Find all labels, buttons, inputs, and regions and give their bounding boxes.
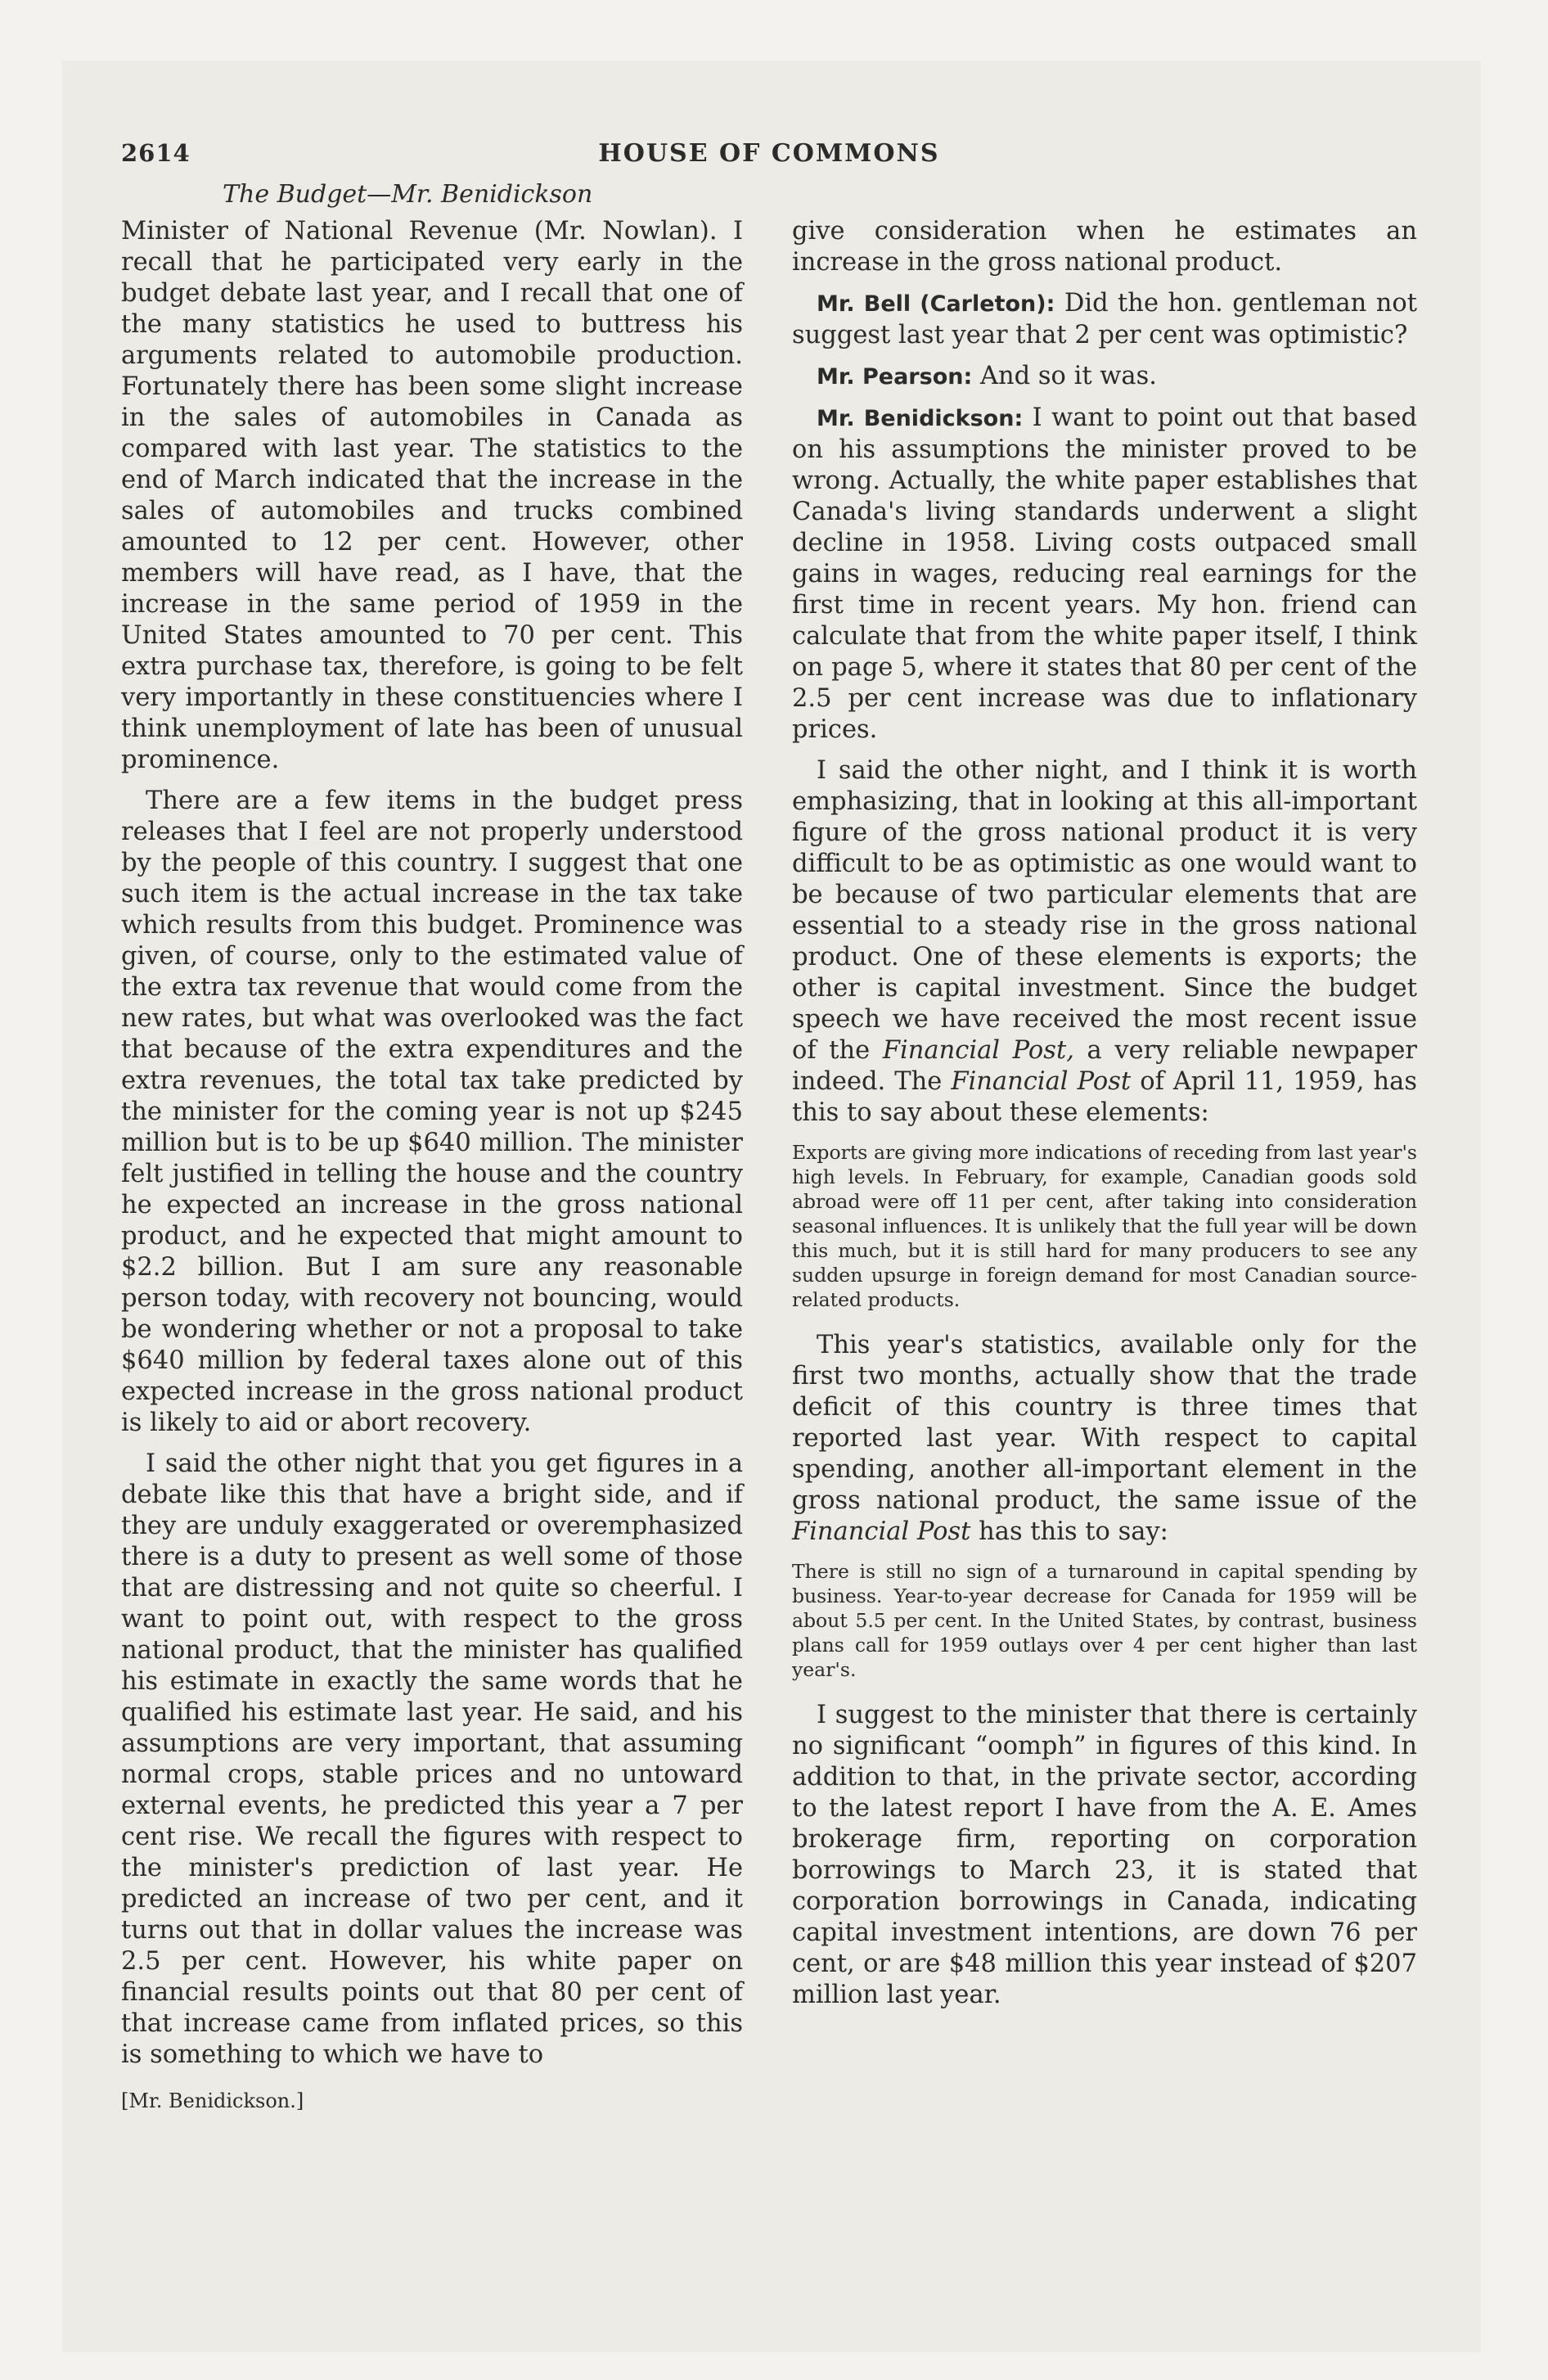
page-number: 2614 xyxy=(121,139,191,167)
speech-text: Did the hon. gentleman not suggest last year that 2 per cent was optimistic? xyxy=(792,289,1417,349)
speaker-name: Mr. Bell (Carleton): xyxy=(817,291,1055,317)
paragraph: I said the other night that you get figures in a debate like this that have a bright side, and if they are unduly exaggerated or overemphasized there is a duty to present as well some of those that are distressing and not quite so cheerful. I want to point out, with respect to the gross national product, that the minister has qualified his estimate in exactly the same words that he qualified his estimate last year. He said, and his assumptions are very important, that assuming normal crops, stable prices and no untoward external events, he predicted this year a 7 per cent rise. We recall the figures with respect to the minister's prediction of last year. He predicted an increase of two per cent, and it turns out that in dollar values the increase was 2.5 per cent. However, his white paper on financial results points out that 80 per cent of that increase came from inflated prices, so this is something to which we have to xyxy=(121,1449,743,2069)
publication-name: Financial Post xyxy=(951,1067,1132,1096)
text-run: has this to say: xyxy=(979,1517,1168,1546)
journal-title: HOUSE OF COMMONS xyxy=(598,139,940,168)
speaker-name: Mr. Pearson: xyxy=(817,364,973,390)
paragraph xyxy=(792,755,1417,1129)
text-run: a very reliable newpaper indeed. The xyxy=(792,1036,1417,1096)
publication-name: Financial Post xyxy=(792,1517,971,1546)
block-quote: Exports are giving more indications of receding from last year's high levels. In February, for example, Canadian goods sold abroad were off 11 per cent, after taking into consideration seasonal influences. It is unlikely that the full year will be down this much, but it is still hard for many producers to see any sudden upsurge in foreign demand for most Canadian source-related products. xyxy=(792,1141,1417,1311)
running-head: The Budget—Mr. Benidickson xyxy=(223,180,593,209)
speech-benidickson xyxy=(792,403,1417,746)
page-header xyxy=(121,139,1417,175)
speaker-name: Mr. Benidickson: xyxy=(817,406,1024,431)
text-run: This year's statistics, available only for the first two months, actually show that the trade deficit of this country is three times that reported last year. With respect to capital spending, another all-important element in the gross national product, the same issue of the xyxy=(792,1331,1417,1515)
publication-name: Financial Post, xyxy=(882,1036,1074,1065)
paragraph: Minister of National Revenue (Mr. Nowlan). I recall that he participated very early in the budget debate last year, and I recall that one of the many statistics he used to buttress his arguments related to automobile production. Fortunately there has been some slight increase in the sales of automobiles in Canada as compared with last year. The statistics to the end of March indicated that the increase in the sales of automobiles and trucks combined amounted to 12 per cent. However, other members will have read, as I have, that the increase in the same period of 1959 in the United States amounted to 70 per cent. This extra purchase tax, therefore, is going to be felt very importantly in these constituencies where I think unemployment of late has been of unusual prominence. xyxy=(121,217,743,774)
block-quote: There is still no sign of a turnaround in capital spending by business. Year-to-year decrease for Canada for 1959 will be about 5.5 per cent. In the United States, by contrast, business plans call for 1959 outlays over 4 per cent higher than last year's. xyxy=(792,1560,1417,1681)
speech-text: And so it was. xyxy=(979,362,1157,390)
speaker-footnote: [Mr. Benidickson.] xyxy=(121,2089,304,2112)
paragraph: I suggest to the minister that there is certainly no significant “oomph” in figures of this kind. In addition to that, in the private sector, according to the latest report I have from the A. E. Ames brokerage firm, reporting on corporation borrowings to March 23, it is stated that corporation borrowings in Canada, indicating capital investment intentions, are down 76 per cent, or are $48 million this year instead of $207 million last year. xyxy=(792,1701,1417,2009)
text-run: I said the other night, and I think it is worth emphasizing, that in looking at this all-important figure of the gross national product it is very difficult to be as optimistic as one would want to be because of two particular elements that are essential to a steady rise in the gross national product. One of these elements is exports; the other is capital investment. Since the budget speech we have received the most recent issue of the xyxy=(792,756,1417,1065)
paragraph: There are a few items in the budget press releases that I feel are not properly understood by the people of this country. I suggest that one such item is the actual increase in the tax take which results from this budget. Prominence was given, of course, only to the estimated value of the extra tax revenue that would come from the new rates, but what was overlooked was the fact that because of the extra expenditures and the extra revenues, the total tax take predicted by the minister for the coming year is not up $245 million but is to be up $640 million. The minister felt justified in telling the house and the country he expected an increase in the gross national product, and he expected that might amount to $2.2 billion. But I am sure any reasonable person today, with recovery not bouncing, would be wondering whether or not a proposal to take $640 million by federal taxes alone out of this expected increase in the gross national product is likely to aid or abort recovery. xyxy=(121,787,743,1437)
right-column xyxy=(792,216,1417,2021)
speech-pearson xyxy=(792,361,1417,393)
speech-text: I want to point out that based on his assumptions the minister proved to be wrong. Actually, the white paper establishes that Canada's living standards underwent a slight decline in 1958. Living costs outpaced small gains in wages, reducing real earnings for the first time in recent years. My hon. friend can calculate that from the white paper itself, I think on page 5, where it states that 80 per cent of the 2.5 per cent increase was due to inflationary prices. xyxy=(792,403,1417,744)
speech-bell xyxy=(792,288,1417,351)
left-column xyxy=(121,216,743,2126)
paragraph xyxy=(792,1330,1417,1548)
paragraph: give consideration when he estimates an increase in the gross national product. xyxy=(792,217,1417,277)
text-run: of April 11, 1959, has this to say about these elements: xyxy=(792,1067,1417,1127)
